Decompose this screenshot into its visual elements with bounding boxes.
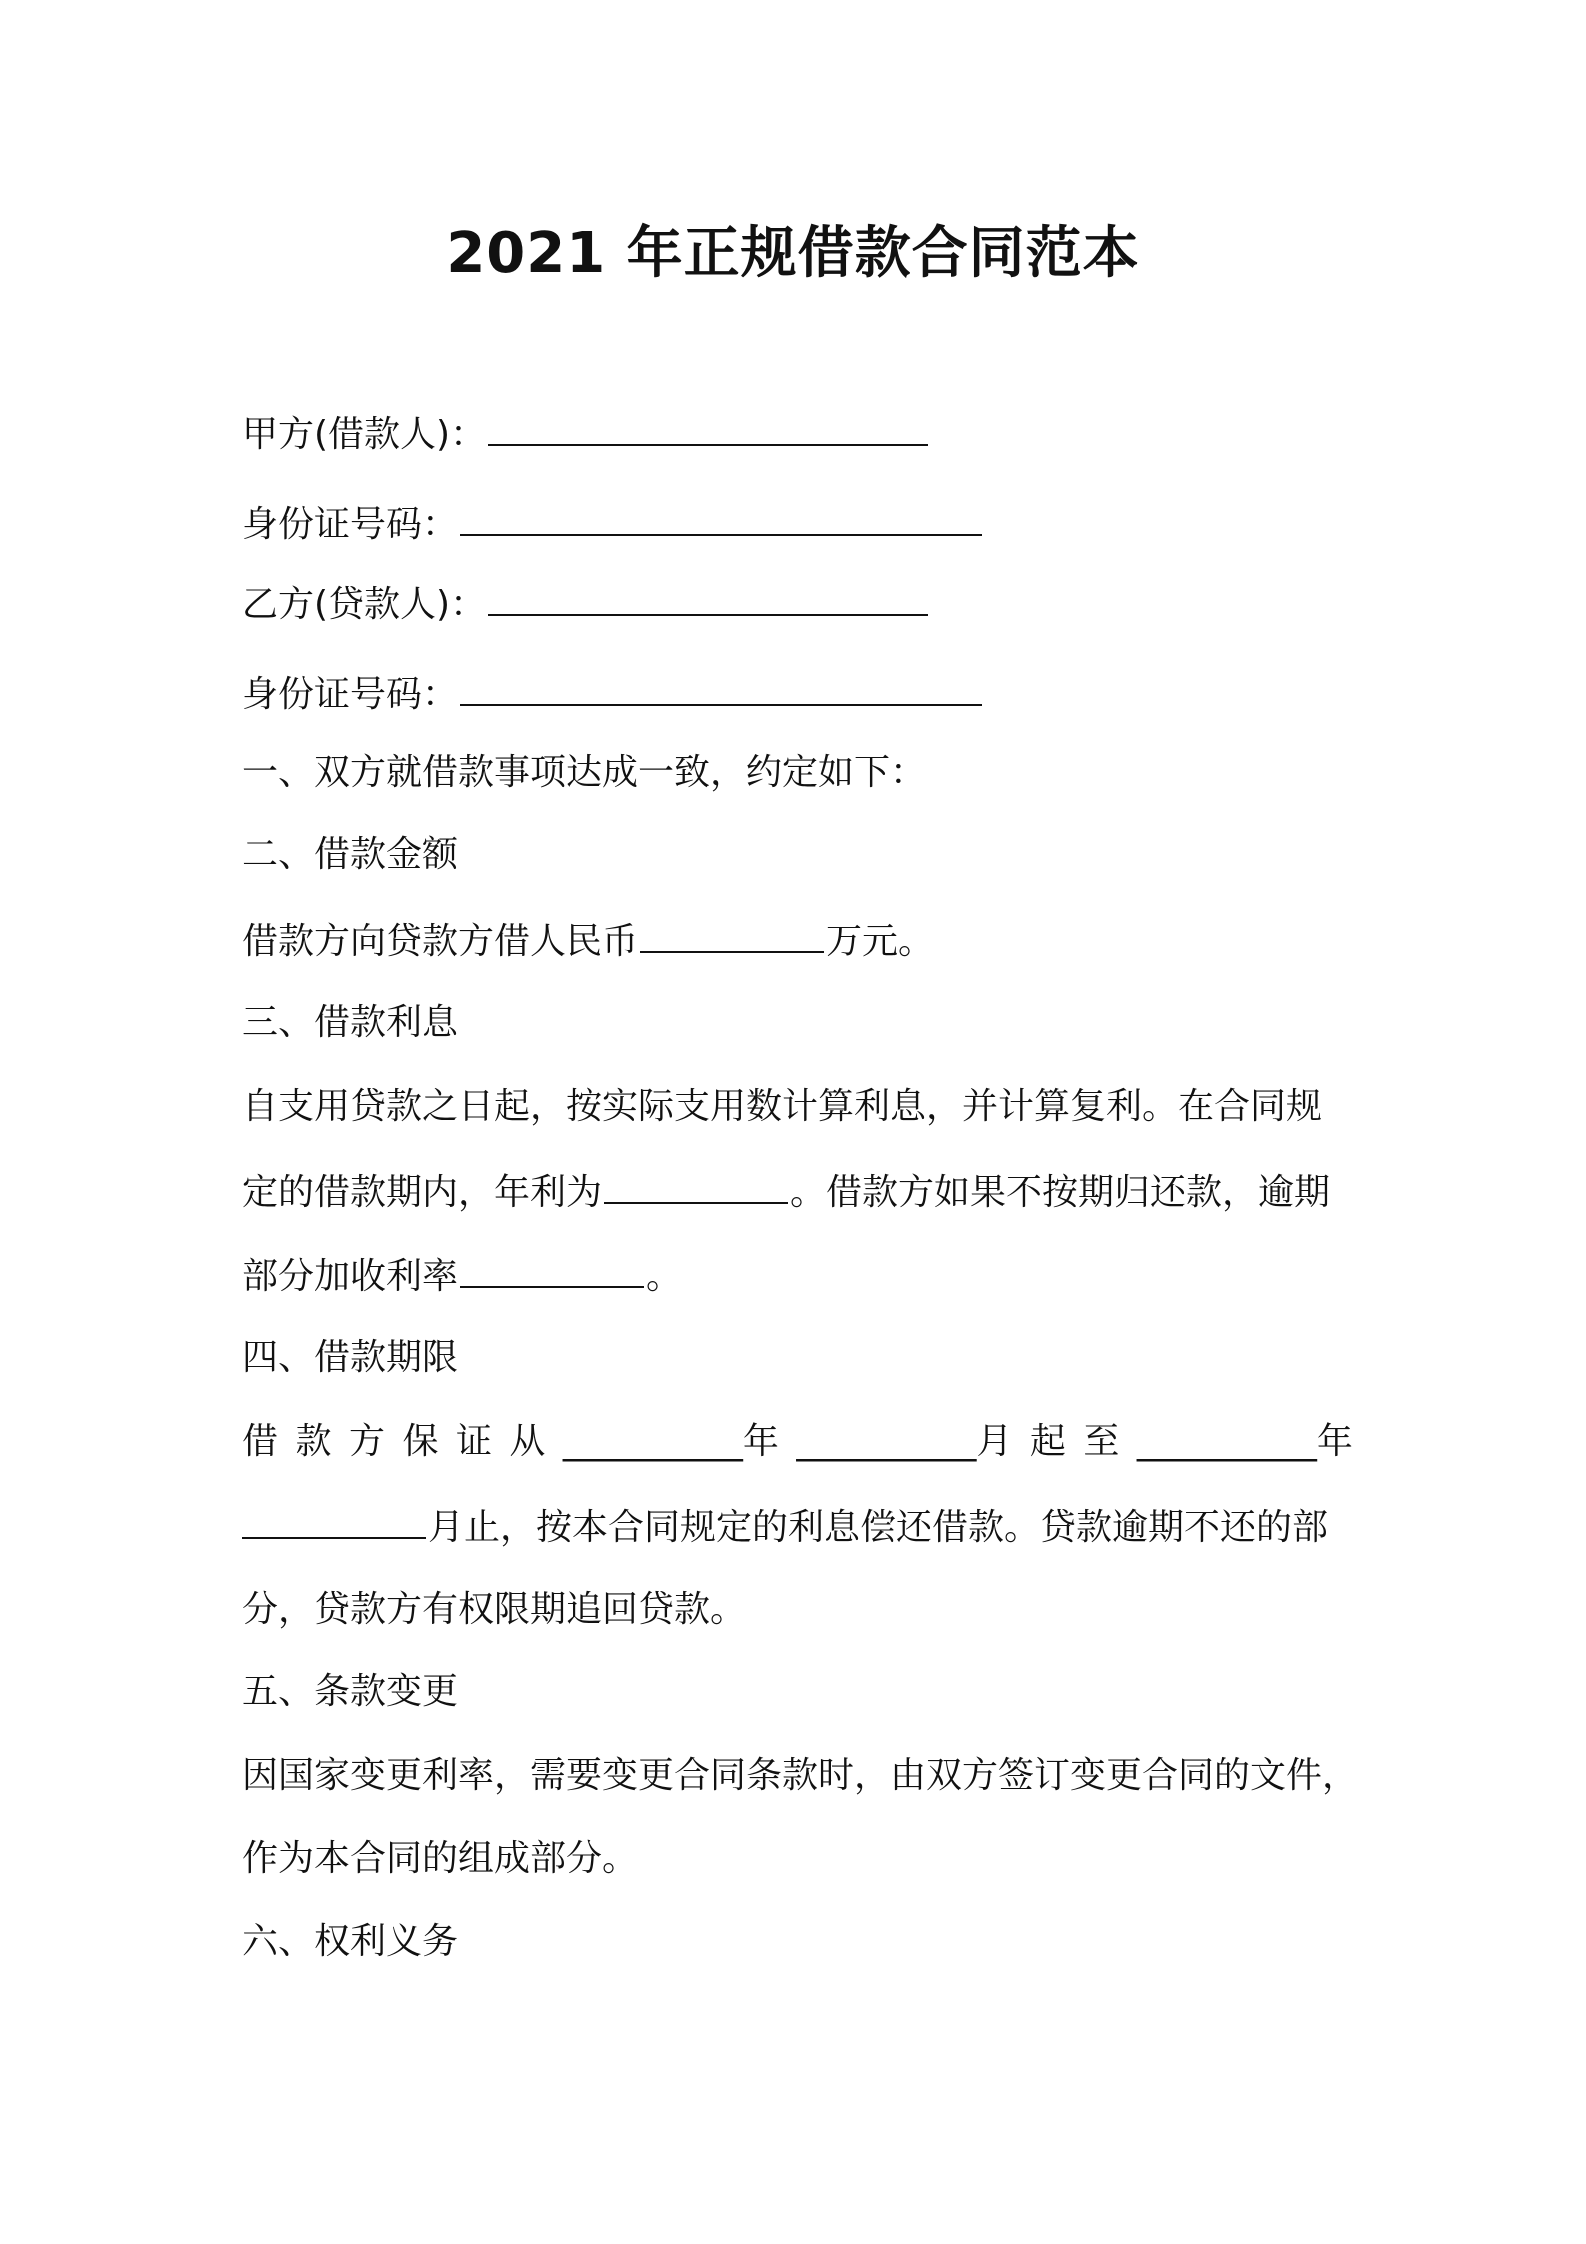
id-a-line [242,498,984,550]
section-4-line-2b: 月止，按本合同规定的利息偿还借款。贷款逾期不还的部 [428,1507,1329,1548]
s4-char: 保 [402,1421,439,1462]
id-b-blank[interactable] [460,668,982,706]
s4-char: 借 [242,1421,279,1462]
section-3-line-1: 自支用贷款之日起，按实际支用数计算利息，并计算复利。在合同规 [242,1086,1323,1127]
section-6-heading: 六、权利义务 [242,1921,459,1962]
section-3-line-2a: 定的借款期内，年利为 [242,1172,603,1213]
section-2-text [242,915,934,967]
party-a-line [242,408,930,460]
party-b-label: 乙方(贷款人)： [242,584,487,625]
section-4-line-3: 分，贷款方有权限期追回贷款。 [242,1589,747,1630]
overdue-rate-blank[interactable] [460,1250,644,1288]
section-3-line-3a: 部分加收利率 [242,1256,459,1297]
s4-char: 至 [1083,1421,1120,1462]
section-2-heading: 二、借款金额 [242,834,459,875]
id-a-blank[interactable] [460,498,982,536]
s4-char: 起 [1029,1421,1066,1462]
section-1: 一、双方就借款事项达成一致，约定如下： [242,752,927,793]
section-5-line-1: 因国家变更利率，需要变更合同条款时，由双方签订变更合同的文件， [242,1755,1359,1796]
id-b-label: 身份证号码： [242,674,459,715]
s4-char: 款 [295,1421,332,1462]
party-a-blank[interactable] [488,408,928,446]
section-2-text-a: 借款方向贷款方借人民币 [242,921,639,962]
section-3-heading: 三、借款利息 [242,1002,459,1043]
party-b-line [242,578,930,630]
party-a-label: 甲方(借款人)： [242,414,487,455]
s4-char: 从 [509,1421,546,1462]
end-year-field[interactable]: __________年 [1136,1421,1353,1462]
party-b-blank[interactable] [488,578,928,616]
section-5-heading: 五、条款变更 [242,1671,459,1712]
s4-char: 证 [455,1421,492,1462]
annual-rate-blank[interactable] [604,1166,788,1204]
end-month-blank[interactable] [242,1501,426,1539]
s4-char: 方 [348,1421,385,1462]
section-3-line-3 [242,1250,682,1302]
section-3-line-2b: 。借款方如果不按期归还款，逾期 [790,1172,1331,1213]
section-4-line-1 [242,1417,1353,1467]
amount-blank[interactable] [640,915,824,953]
id-b-line [242,668,984,720]
section-3-line-3b: 。 [646,1256,683,1297]
id-a-label: 身份证号码： [242,504,459,545]
section-2-text-b: 万元。 [826,921,935,962]
section-4-line-2 [242,1501,1328,1553]
section-5-line-2: 作为本合同的组成部分。 [242,1838,639,1879]
section-4-heading: 四、借款期限 [242,1337,459,1378]
start-year-field[interactable]: __________年 [562,1421,779,1462]
document-title: 2021 年正规借款合同范本 [446,221,1140,286]
start-month-field[interactable]: __________月 [796,1421,1013,1462]
section-3-line-2 [242,1166,1330,1218]
